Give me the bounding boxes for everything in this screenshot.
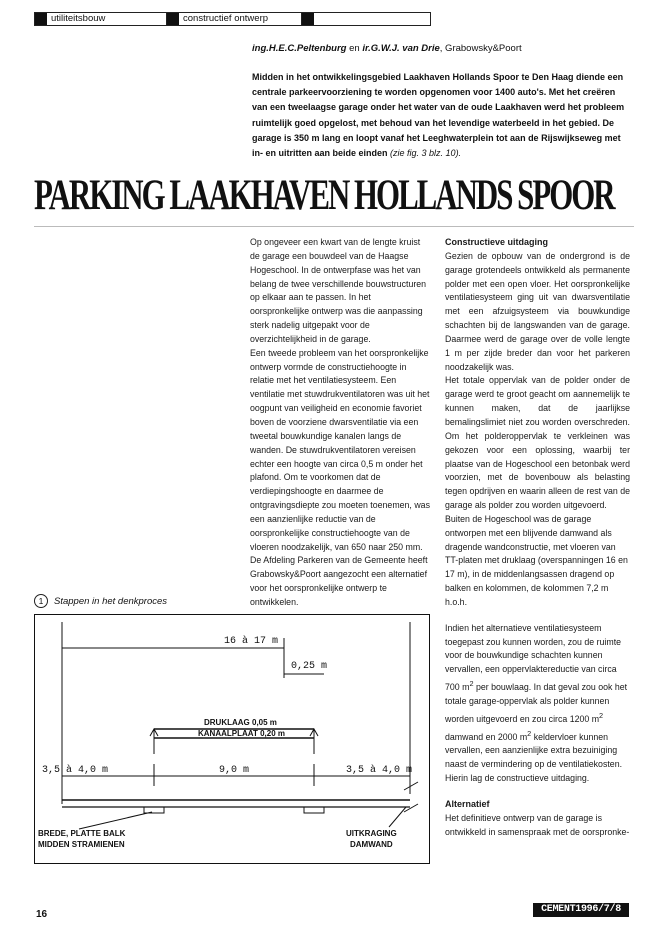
- body-paragraph: [445, 622, 630, 772]
- body-column-middle: [250, 236, 432, 610]
- label-uitkraging: UITKRAGING: [346, 829, 397, 838]
- body-paragraph: Hierin lag de constructieve uitdaging.: [445, 772, 590, 783]
- figure-number-badge: 1: [34, 594, 48, 608]
- dim-label-top: 16 à 17 m: [224, 636, 279, 647]
- title-rule: [34, 226, 634, 227]
- body-paragraph: Een tweede probleem van het oorspronkelijke ontwerp vormde de constructiehoogte in relatie met het ventilatiesysteem. Een ventilatie met stuwdrukventilatoren was uit het oogpunt van veiligheid en economie favoriet boven de voorziene dwarsventilatie via een tweetal bouwkundige kanalen langs de wanden. De stuwdrukventilatoren vereisen echter een hoogte van circa 0,5 m onder het plafond. Om te voorkomen dat de verdiepingshoogte en daarmee de ontgravingsdiepte zou moeten toenemen, was een aanzienlijke reductie van de oorspronkelijke constructiehoogte van de vloeren noodzakelijk, van 650 naar 250 mm. De Afdeling Parkeren van de Gemeente heeft Grabowsky&Poort aangezocht een alternatief voor het oorspronkelijke ontwerp te ontwikkelen.: [250, 347, 430, 607]
- label-brede-balk: BREDE, PLATTE BALK: [38, 829, 126, 838]
- superscript: 2: [469, 679, 474, 689]
- body-paragraph: Het definitieve ontwerp van de garage is ontwikkeld in samenspraak met de oorspronke-: [445, 812, 630, 837]
- technical-drawing-figure: [34, 614, 430, 864]
- superscript: 2: [599, 710, 604, 720]
- dim-label-right: 3,5 à 4,0 m: [346, 765, 413, 776]
- dim-label-mid: 9,0 m: [219, 765, 250, 776]
- author-2: ir.G.W.J. van Drie: [362, 43, 440, 54]
- header-block-marker: [167, 13, 179, 25]
- header-block-marker: [302, 13, 314, 25]
- lead-text: Midden in het ontwikkelingsgebied Laakhaven Hollands Spoor te Den Haag diende een centrale parkeervoorziening te worden opgenomen voor 1400 auto's. Met het creëren van een tweelaagse garage onder het water van de oude Laakhaven werd het probleem ruimtelijk goed opgelost, met behoud van het levendige waterbeeld in het gebied. De garage is 350 m lang en loopt vanaf het Leeghwaterplein tot aan de Rijswijkseweg met in- en uitritten aan beide einden: [252, 72, 625, 159]
- body-text-fragment: per bouwlaag. In dat geval zou ook het totale garage-oppervlak als polder kunnen worden uitgevoerd en zou circa 1200 m: [445, 682, 628, 724]
- label-kanaalplaat: KANAALPLAAT 0,20 m: [198, 729, 285, 738]
- header-empty-cell: [314, 13, 430, 25]
- lead-figure-reference: (zie fig. 3 blz. 10).: [390, 148, 462, 159]
- body-text-fragment: damwand en 2000 m: [445, 731, 528, 742]
- body-column-right: [445, 236, 630, 839]
- break-mark: [404, 804, 418, 812]
- lead-paragraph: [252, 70, 632, 161]
- author-1: ing.H.E.C.Peltenburg: [252, 43, 347, 54]
- page-number: 16: [36, 909, 48, 920]
- body-text-fragment: Indien het alternatieve ventilatiesysteem toegepast zou kunnen worden, zou de ruimte voor de bouwkundige schachten kunnen vervallen, een oppervlaktereductie van circa 700 m: [445, 622, 622, 693]
- figure-caption-text: Stappen in het denkproces: [54, 595, 168, 607]
- section-header-bar: [34, 12, 431, 26]
- header-tab-constructief-ontwerp: constructief ontwerp: [179, 13, 302, 25]
- beam-right: [304, 807, 324, 813]
- figure-caption: [34, 594, 167, 608]
- author-company: , Grabowsky&Poort: [439, 43, 522, 54]
- leader-line-damwand: [389, 807, 406, 827]
- dim-label-small: 0,25 m: [291, 661, 328, 672]
- figure-frame: [35, 615, 430, 864]
- section-heading-constructieve-uitdaging: Constructieve uitdaging: [445, 237, 549, 247]
- leader-line-beam: [79, 812, 152, 829]
- body-paragraph: Buiten de Hogeschool was de garage ontworpen met een blijvende damwand als dragende wandconstructie, met vloeren van TT-platen met druklaag (overspanningen 16 en 17 m), in de middenlangsassen dragend op balken en kolommen, de kolommen 7,2 m h.o.h.: [445, 513, 628, 607]
- section-heading-alternatief: Alternatief: [445, 798, 490, 809]
- body-text-fragment: keldervloer kunnen vervallen, een aanzienlijke extra bezuiniging naast de vermindering op de ventilatiekosten.: [445, 731, 623, 770]
- body-paragraph: Gezien de opbouw van de ondergrond is de garage grotendeels ontwikkeld als permanente polder met een open vloer. Het oorspronkelijke ventilatiesysteem ging uit van dwarsventilatie met een afzuigsysteem via bouwkundige schachten bij de langswanden van de garage. Daarmee werd de garage over de volle lengte 1 m per zijde breder dan voor het parkeren noodzakelijk was.: [445, 250, 630, 372]
- header-block-marker: [35, 13, 47, 25]
- article-title: PARKING LAAKHAVEN HOLLANDS SPOOR: [34, 171, 614, 219]
- label-druklaag: DRUKLAAG 0,05 m: [204, 718, 277, 727]
- dim-label-left: 3,5 à 4,0 m: [42, 765, 109, 776]
- label-midden-stramienen: MIDDEN STRAMIENEN: [38, 840, 125, 849]
- journal-brand-footer: CEMENT1996/7/8: [533, 903, 629, 917]
- superscript: 2: [527, 728, 532, 738]
- header-tab-utiliteitsbouw: utiliteitsbouw: [47, 13, 167, 25]
- author-line: [252, 43, 522, 54]
- beam-left: [144, 807, 164, 813]
- author-connector: en: [349, 43, 360, 54]
- label-damwand: DAMWAND: [350, 840, 393, 849]
- body-paragraph: Op ongeveer een kwart van de lengte kruist de garage een bouwdeel van de Haagse Hogeschool. In de ontwerpfase was het van belang de twee verschillende bouwstructuren op elkaar aan te passen. In het oorspronkelijke ontwerp was die aanpassing sterk nadelig uitgepakt voor de overzichtelijkheid in de garage.: [250, 237, 427, 344]
- break-mark: [404, 782, 418, 790]
- body-paragraph: Het totale oppervlak van de polder onder de garage werd te groot geacht om aannemelijk te kunnen maken, dat de jaarlijkse bemalingslimiet niet zou worden overschreden. Om het polderoppervlak te verkleinen was gekozen voor een oplossing, waarbij ter plaatse van de Hogeschool een betonbak werd voorzien, met de bovenbouw als belasting tegen opdrijven en waarin alleen de rest van de garage als polder zou worden uitgevoerd.: [445, 375, 630, 511]
